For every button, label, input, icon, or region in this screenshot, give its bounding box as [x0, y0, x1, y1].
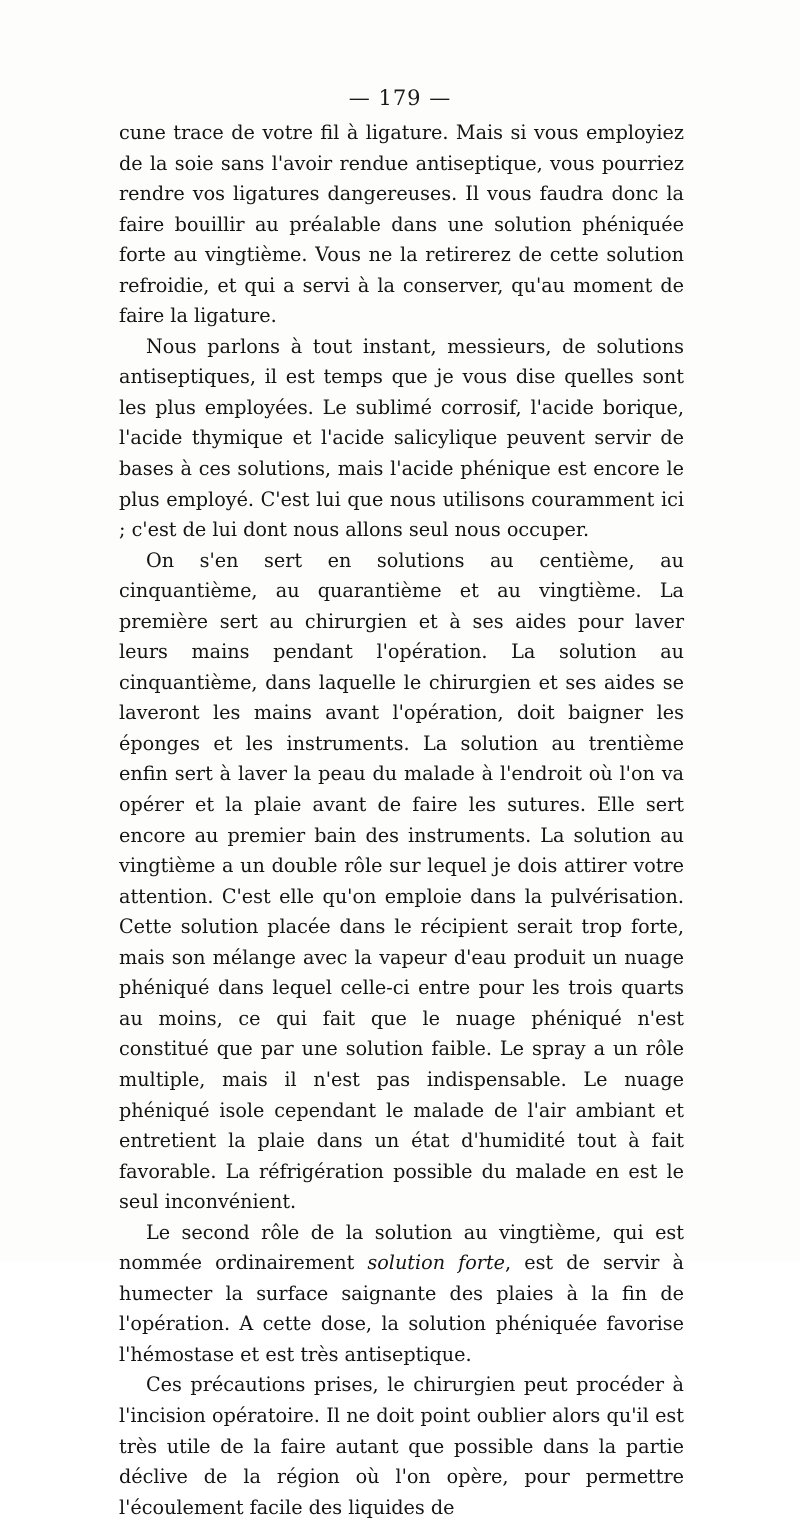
paragraph-4 — [119, 1218, 684, 1371]
page-number: — 179 — — [348, 86, 452, 110]
paragraph-5: Ces précautions prises, le chirurgien peut procéder à l'incision opératoire. Il ne doit point oublier alors qu'il est très utile de la faire autant que possible dans la partie déclive de la région où l'on opère, pour permettre l'écoulement facile des liquides de — [119, 1373, 684, 1519]
paragraph-4-emphasis: solution forte — [367, 1251, 506, 1275]
paragraph-3: On s'en sert en solutions au centième, au cinquantième, au quarantième et au vingtième. La première sert au chirurgien et à ses aides pour laver leurs mains pendant l'opération. La solution au cinquantième, dans laquelle le chirurgien et ses aides se laveront les mains avant l'opération, doit baigner les éponges et les instruments. La solution au trentième enfin sert à laver la peau du malade à l'endroit où l'on va opérer et la plaie avant de faire les sutures. Elle sert encore au premier bain des instruments. La solution au vingtième a un double rôle sur lequel je dois attirer votre attention. C'est elle qu'on emploie dans la pulvérisation. Cette solution placée dans le récipient serait trop forte, mais son mélange avec la vapeur d'eau produit un nuage phéniqué dans lequel celle-ci entre pour les trois quarts au moins, ce qui fait que le nuage phéniqué n'est constitué que par une solution faible. Le spray a un rôle multiple, mais il n'est pas indispensable. Le nuage phéniqué isole cependant le malade de l'air ambiant et entretient la plaie dans un état d'humidité tout à fait favorable. La réfrigération possible du malade en est le seul inconvénient. — [119, 548, 684, 1214]
paragraph-1: cune trace de votre fil à ligature. Mais si vous employiez de la soie sans l'avoir rendue antiseptique, vous pourriez rendre vos ligatures dangereuses. Il vous faudra donc la faire bouillir au préalable dans une solution phéniquée forte au vingtième. Vous ne la retirerez de cette solution refroidie, et qui a servi à la conserver, qu'au moment de faire la ligature. — [119, 121, 684, 328]
paragraph-4-before: Le second rôle de la solution au vingtième, qui est nommée ordinairement — [119, 1220, 684, 1275]
paragraph-4-after: , est de servir à humecter la surface saignante des plaies à la fin de l'opération. A cette dose, la solution phéniquée favorise l'hémostase et est très antiseptique. — [119, 1251, 685, 1366]
paragraph-2: Nous parlons à tout instant, messieurs, de solutions antiseptiques, il est temps que je vous dise quelles sont les plus employées. Le sublimé corrosif, l'acide borique, l'acide thymique et l'acide salicylique peuvent servir de bases à ces solutions, mais l'acide phénique est encore le plus employé. C'est lui que nous utilisons couramment ici ; c'est de lui dont nous allons seul nous occuper. — [119, 334, 684, 542]
body-text — [119, 118, 684, 1523]
